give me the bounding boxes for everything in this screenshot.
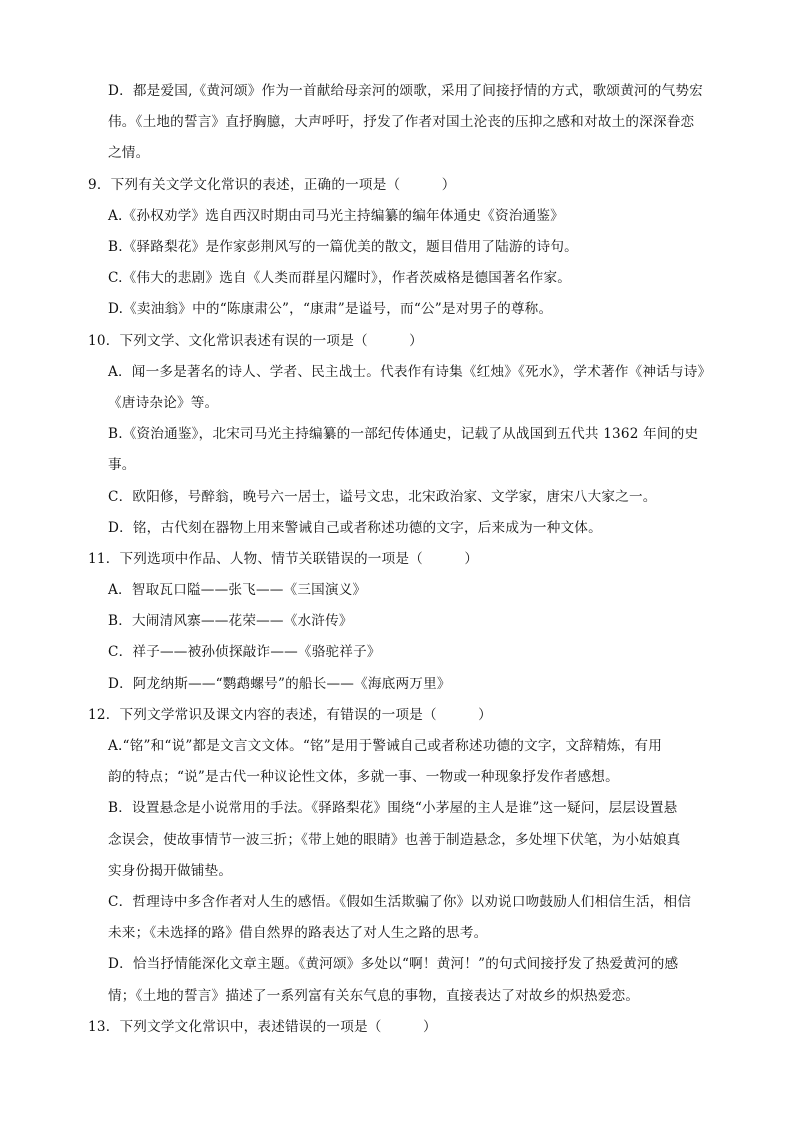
- question-9-option-b: B.《驿路梨花》是作家彭荆风写的一篇优美的散文，题目借用了陆游的诗句。: [108, 239, 578, 255]
- question-10-option-c: C．欧阳修，号醉翁，晚号六一居士，谥号文忠，北宋政治家、文学家，唐宋八大家之一。: [108, 489, 657, 505]
- question-9-option-d: D.《卖油翁》中的“陈康肃公”，“康肃”是谥号，而“公”是对男子的尊称。: [108, 301, 553, 317]
- question-11-stem: 11．下列选项中作品、人物、情节关联错误的一项是（ ）: [88, 551, 479, 567]
- question-9-stem: 9．下列有关文学文化常识的表述，正确的一项是（ ）: [88, 177, 456, 193]
- option-continuation: 韵的特点；“说”是古代一种议论性文体，多就一事、一物或一种现象抒发作者感想。: [108, 769, 619, 785]
- question-9-option-c: C.《伟大的悲剧》选自《人类而群星闪耀时》，作者茨威格是德国著名作家。: [108, 270, 572, 286]
- question-10-option-a: A．闻一多是著名的诗人、学者、民主战士。代表作有诗集《红烛》《死水》，学术著作《神话与诗》: [108, 364, 712, 380]
- question-11-option-b: B．大闹清风寨——花荣——《水浒传》: [108, 613, 353, 629]
- option-d-text: D．都是爱国,《黄河颂》作为一首献给母亲河的颂歌，采用了间接抒情的方式，歌颂黄河的气势宏: [108, 83, 703, 99]
- question-11-option-d: D．阿龙纳斯——“鹦鹉螺号”的船长——《海底两万里》: [108, 676, 451, 692]
- option-continuation: 事。: [108, 457, 136, 473]
- option-continuation: 之情。: [108, 145, 150, 161]
- question-10-stem: 10．下列文学、文化常识表述有误的一项是（ ）: [88, 333, 423, 349]
- question-12-option-d: D．恰当抒情能深化文章主题。《黄河颂》多处以“啊！黄河！”的句式间接抒发了热爱黄河的感: [108, 956, 679, 972]
- option-continuation: 伟。《土地的誓言》直抒胸臆，大声呼吁，抒发了作者对国土沦丧的压抑之感和对故土的深深眷恋: [108, 114, 695, 130]
- question-12-option-a: A.“铭”和“说”都是文言文文体。“铭”是用于警诫自己或者称述功德的文字，文辞精炼，有用: [108, 738, 663, 754]
- option-continuation: 情；《土地的誓言》描述了一系列富有关东气息的事物，直接表达了对故乡的炽热爱恋。: [108, 988, 640, 1004]
- option-continuation: 未来；《未选择的路》借自然界的路表达了对人生之路的思考。: [108, 925, 488, 941]
- question-10-option-d: D．铭，古代刻在器物上用来警诫自己或者称述功德的文字，后来成为一种文体。: [108, 520, 602, 536]
- question-9-option-a: A.《孙权劝学》选自西汉时期由司马光主持编纂的编年体通史《资治通鉴》: [108, 208, 564, 224]
- question-13-stem: 13．下列文学文化常识中，表述错误的一项是（ ）: [88, 1019, 437, 1035]
- option-continuation: 念误会，使故事情节一波三折；《带上她的眼睛》也善于制造悬念，多处埋下伏笔，为小姑娘真: [108, 832, 681, 848]
- question-10-option-b: B.《资治通鉴》，北宋司马光主持编纂的一部纪传体通史，记载了从战国到五代共 1362 年间的史: [108, 426, 699, 442]
- question-11-option-a: A．智取瓦口隘——张飞——《三国演义》: [108, 582, 367, 598]
- question-12-stem: 12．下列文学常识及课文内容的表述，有错误的一项是（ ）: [88, 707, 492, 723]
- option-continuation: 《唐诗杂论》等。: [108, 395, 219, 411]
- question-12-option-c: C．哲理诗中多含作者对人生的感悟。《假如生活欺骗了你》以劝说口吻鼓励人们相信生活，相信: [108, 894, 692, 910]
- question-12-option-b: B．设置悬念是小说常用的手法。《驿路梨花》围绕“小茅屋的主人是谁”这一疑问，层层设置悬: [108, 800, 678, 816]
- question-11-option-c: C．祥子——被孙侦探敲诈——《骆驼祥子》: [108, 644, 381, 660]
- option-continuation: 实身份揭开做铺垫。: [108, 863, 233, 879]
